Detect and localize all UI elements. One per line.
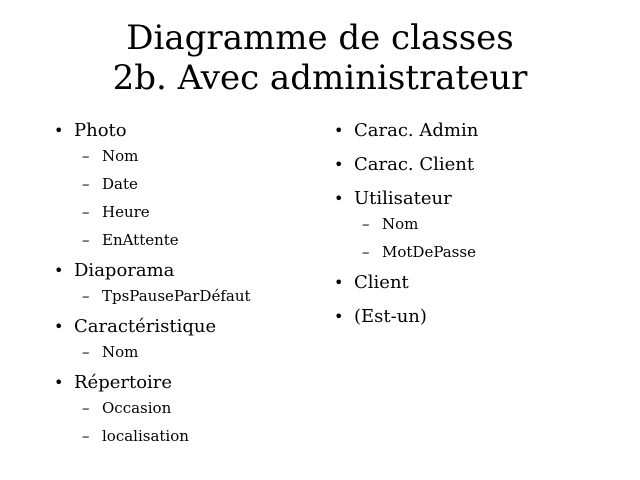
dash-icon: –	[82, 175, 90, 193]
sub-bullet-label: Nom	[102, 147, 139, 165]
bullet-icon: •	[54, 261, 64, 280]
sub-bullet-item	[74, 426, 322, 446]
bullet-icon: •	[334, 273, 344, 292]
bullet-item	[332, 304, 622, 330]
sub-bullet-label: EnAttente	[102, 231, 179, 249]
sub-bullet-label: Heure	[102, 203, 150, 221]
bullet-icon: •	[334, 121, 344, 140]
bullet-icon: •	[54, 373, 64, 392]
sub-bullet-item	[74, 286, 322, 306]
bullet-item	[52, 258, 322, 306]
right-bullet-list	[332, 118, 622, 338]
sub-bullet-item	[354, 242, 622, 262]
sub-bullet-item	[74, 146, 322, 166]
bullet-item	[52, 314, 322, 362]
dash-icon: –	[362, 215, 370, 233]
sub-bullet-label: Nom	[382, 215, 419, 233]
sub-bullet-label: Date	[102, 175, 138, 193]
dash-icon: –	[82, 231, 90, 249]
bullet-icon: •	[54, 121, 64, 140]
bullet-item	[52, 370, 322, 446]
sub-bullet-label: Occasion	[102, 399, 172, 417]
dash-icon: –	[82, 203, 90, 221]
bullet-item	[332, 152, 622, 178]
bullet-label: Carac. Client	[354, 154, 475, 175]
sub-bullet-item	[74, 230, 322, 250]
sub-bullet-label: MotDePasse	[382, 243, 476, 261]
sub-bullet-item	[74, 174, 322, 194]
bullet-label: Caractéristique	[74, 316, 217, 337]
sub-bullet-list	[74, 398, 322, 446]
bullet-icon: •	[334, 189, 344, 208]
dash-icon: –	[362, 243, 370, 261]
bullet-item	[52, 118, 322, 250]
bullet-label: Carac. Admin	[354, 120, 479, 141]
bullet-label: Répertoire	[74, 372, 173, 393]
bullet-icon: •	[334, 155, 344, 174]
bullet-label: Utilisateur	[354, 188, 452, 209]
dash-icon: –	[82, 287, 90, 305]
title-line-1: Diagramme de classes	[126, 18, 514, 58]
sub-bullet-list	[74, 342, 322, 362]
bullet-label: Client	[354, 272, 409, 293]
sub-bullet-list	[74, 286, 322, 306]
bullet-label: (Est-un)	[354, 306, 427, 327]
sub-bullet-label: localisation	[102, 427, 189, 445]
dash-icon: –	[82, 399, 90, 417]
bullet-item	[332, 118, 622, 144]
sub-bullet-list	[354, 214, 622, 262]
title-line-2: 2b. Avec administrateur	[112, 58, 528, 98]
bullet-label: Photo	[74, 120, 127, 141]
sub-bullet-item	[74, 342, 322, 362]
bullet-label: Diaporama	[74, 260, 175, 281]
dash-icon: –	[82, 147, 90, 165]
sub-bullet-item	[74, 202, 322, 222]
dash-icon: –	[82, 343, 90, 361]
bullet-icon: •	[334, 307, 344, 326]
sub-bullet-label: TpsPauseParDéfaut	[102, 287, 251, 305]
sub-bullet-list	[74, 146, 322, 250]
sub-bullet-label: Nom	[102, 343, 139, 361]
left-bullet-list	[52, 118, 322, 454]
dash-icon: –	[82, 427, 90, 445]
sub-bullet-item	[354, 214, 622, 234]
slide-title	[0, 18, 640, 98]
sub-bullet-item	[74, 398, 322, 418]
bullet-icon: •	[54, 317, 64, 336]
bullet-item	[332, 270, 622, 296]
bullet-item	[332, 186, 622, 262]
